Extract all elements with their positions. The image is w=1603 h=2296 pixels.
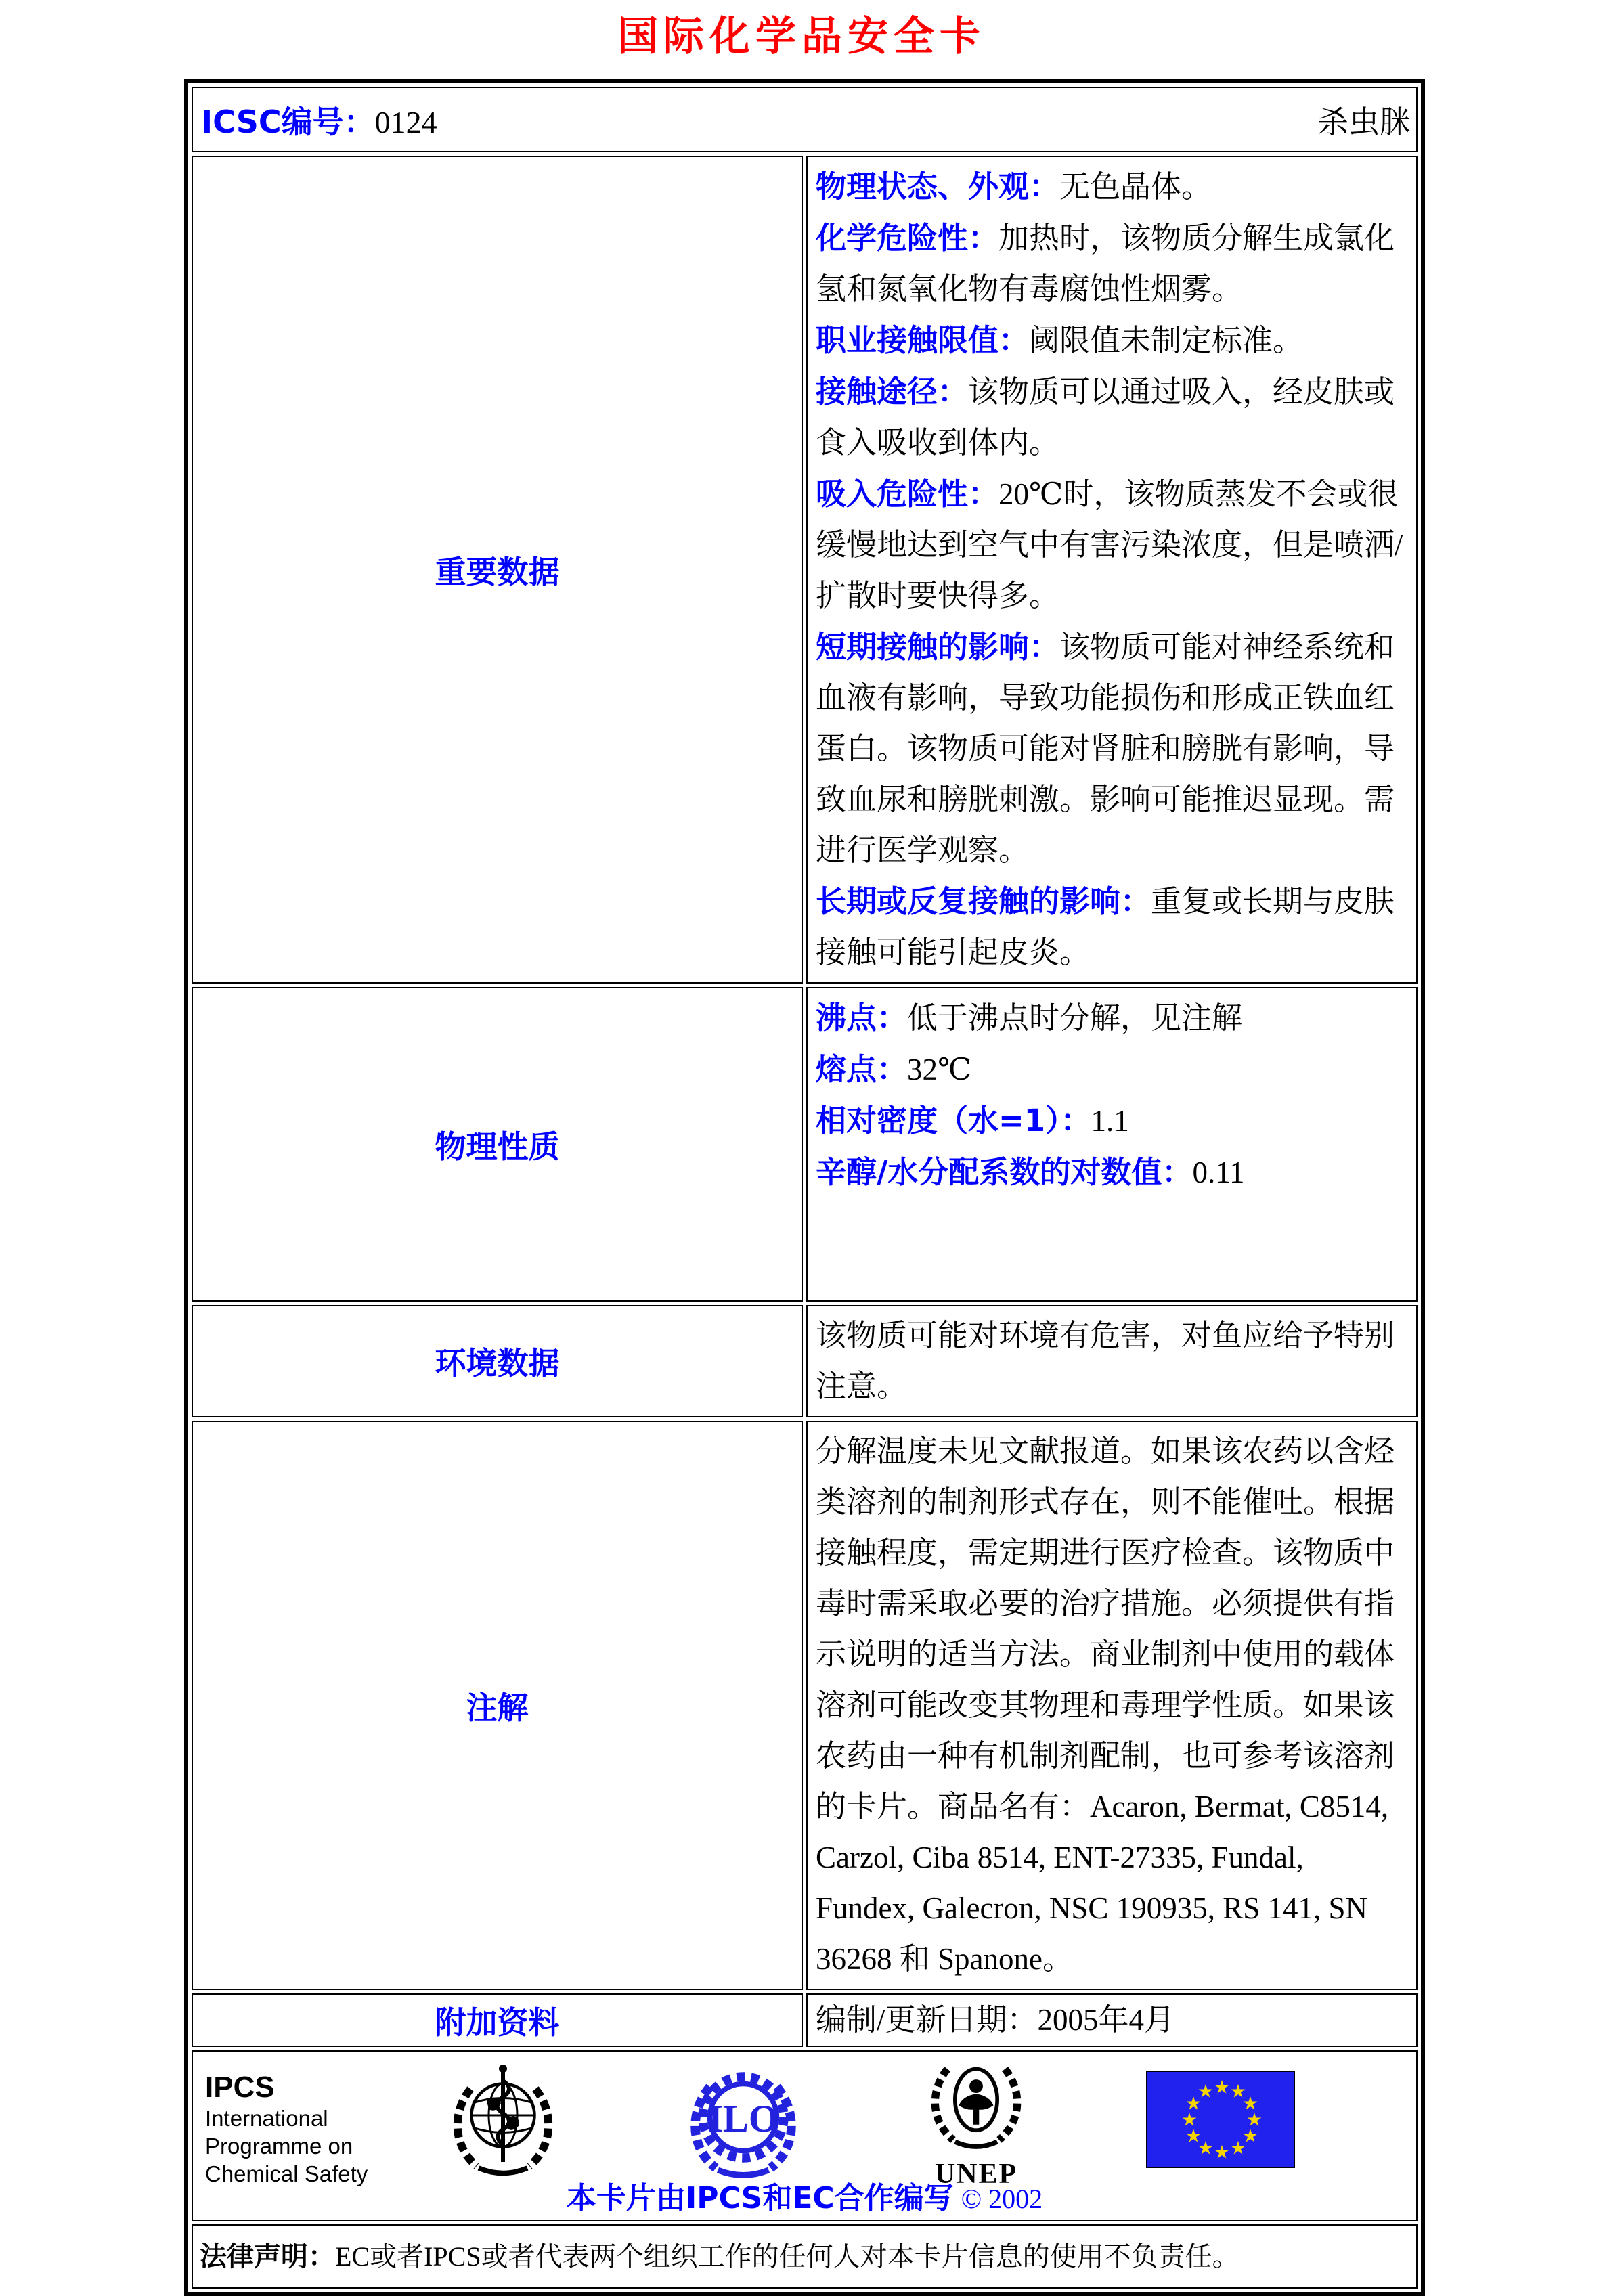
copyright-year: © 2002 bbox=[961, 2184, 1043, 2214]
important-data-item bbox=[816, 315, 1409, 366]
ipcs-acronym: IPCS bbox=[205, 2071, 275, 2104]
page-title: 国际化学品安全卡 bbox=[617, 13, 986, 60]
icsc-number-label: ICSC编号： bbox=[201, 103, 375, 140]
safety-card-table bbox=[184, 79, 1425, 2296]
item-label: 化学危险性： bbox=[816, 220, 999, 256]
environmental-data-text: 该物质可能对环境有危害，对鱼应给予特别注意。 bbox=[816, 1319, 1395, 1403]
legal-row bbox=[192, 2224, 1418, 2289]
section-label-physical-properties: 物理性质 bbox=[435, 1128, 560, 1165]
ipcs-text-block bbox=[205, 2071, 368, 2188]
item-label: 长期或反复接触的影响： bbox=[816, 883, 1151, 919]
physical-property-item bbox=[816, 1044, 1409, 1095]
ipcs-line: Programme on bbox=[205, 2134, 353, 2159]
item-text: 低于沸点时分解，见注解 bbox=[907, 1001, 1243, 1035]
environmental-data-label-cell bbox=[192, 1305, 803, 1417]
section-label-environmental-data: 环境数据 bbox=[435, 1345, 560, 1382]
important-data-item bbox=[816, 366, 1409, 468]
ilo-logo-icon bbox=[679, 2058, 808, 2184]
physical-properties-label-cell bbox=[192, 987, 803, 1302]
copyright-line bbox=[193, 2173, 1416, 2217]
item-text: 该物质可以通过吸入，经皮肤或食入吸收到体内。 bbox=[816, 375, 1395, 460]
item-label: 相对密度（水=1）： bbox=[816, 1103, 1091, 1139]
item-label: 辛醇/水分配系数的对数值： bbox=[816, 1154, 1193, 1190]
additional-info-content-cell bbox=[806, 1993, 1418, 2047]
icsc-number-value: 0124 bbox=[374, 104, 437, 139]
item-text: 加热时，该物质分解生成氯化氢和氮氧化物有毒腐蚀性烟雾。 bbox=[816, 221, 1395, 306]
notes-label-cell bbox=[192, 1421, 803, 1990]
unep-logo-icon bbox=[919, 2053, 1034, 2189]
unep-wordmark: UNEP bbox=[934, 2159, 1018, 2190]
ipcs-line: Chemical Safety bbox=[205, 2161, 368, 2186]
legal-label: 法律声明： bbox=[200, 2240, 335, 2272]
physical-properties-content-cell bbox=[806, 987, 1418, 1302]
item-text: 无色晶体。 bbox=[1059, 170, 1212, 204]
section-label-notes: 注解 bbox=[466, 1689, 529, 1726]
header-row bbox=[192, 87, 1418, 152]
item-text: 32℃ bbox=[907, 1053, 972, 1086]
important-data-item bbox=[816, 468, 1409, 621]
physical-property-item bbox=[816, 1147, 1409, 1198]
physical-property-item bbox=[816, 1095, 1409, 1147]
item-label: 物理状态、外观： bbox=[816, 169, 1060, 204]
item-text: 该物质可能对神经系统和血液有影响，导致功能损伤和形成正铁血红蛋白。该物质可能对肾脏和膀胱有影响，导致血尿和膀胱刺激。影响可能推迟显现。需进行医学观察。 bbox=[816, 630, 1395, 867]
notes-text: 分解温度未见文献报道。如果该农药以含烃类溶剂的制剂形式存在，则不能催吐。根据接触程度，需定期进行医疗检查。该物质中毒时需采取必要的治疗措施。必须提供有指示说明的适当方法。商业制剂中使用的载体溶剂可能改变其物理和毒理学性质。如果该农药由一种有机制剂配制，也可参考该溶剂的卡片。商品名有：Acaron, Bermat, C8514, Carzol, Ciba 8514, ENT-27335, Fundal, Fundex, Galecron, NSC 190935, RS 141, SN 36268 和 Spanone。 bbox=[816, 1434, 1395, 1976]
item-text: 重复或长期与皮肤接触可能引起皮炎。 bbox=[816, 885, 1395, 969]
ipcs-line: International bbox=[205, 2106, 328, 2131]
item-label: 短期接触的影响： bbox=[816, 629, 1060, 665]
eu-flag-icon: ★ ★ ★ ★ ★ ★ ★ ★ ★ ★ ★ ★ bbox=[1146, 2071, 1295, 2168]
item-text: 1.1 bbox=[1091, 1104, 1129, 1138]
item-label: 吸入危险性： bbox=[816, 476, 999, 512]
item-text: 0.11 bbox=[1192, 1155, 1245, 1189]
item-label: 职业接触限值： bbox=[816, 322, 1030, 358]
item-label: 接触途径： bbox=[816, 374, 969, 410]
item-label: 熔点： bbox=[816, 1051, 908, 1087]
logos-row bbox=[192, 2050, 1418, 2221]
important-data-item bbox=[816, 213, 1409, 315]
chemical-name: 杀虫脒 bbox=[1317, 104, 1411, 139]
item-text: 阈限值未制定标准。 bbox=[1029, 324, 1304, 357]
who-logo-icon bbox=[442, 2058, 564, 2184]
section-label-additional-info: 附加资料 bbox=[435, 2004, 560, 2041]
additional-info-label-cell bbox=[192, 1993, 803, 2047]
item-label: 沸点： bbox=[816, 1000, 908, 1036]
notes-content-cell bbox=[806, 1421, 1418, 1990]
important-data-item bbox=[816, 161, 1409, 213]
environmental-data-content-cell bbox=[806, 1305, 1418, 1417]
important-data-content-cell bbox=[806, 156, 1418, 984]
important-data-label-cell bbox=[192, 156, 803, 984]
item-text: 20℃时，该物质蒸发不会或很缓慢地达到空气中有害污染浓度，但是喷洒/扩散时要快得多。 bbox=[816, 477, 1403, 613]
section-label-important-data: 重要数据 bbox=[435, 553, 560, 590]
svg-text:ILO: ILO bbox=[707, 2098, 779, 2140]
icsc-number-group bbox=[201, 97, 437, 142]
copyright-text: 本卡片由IPCS和EC合作编写 bbox=[566, 2181, 954, 2215]
additional-info-text: 编制/更新日期：2005年4月 bbox=[816, 2003, 1175, 2037]
important-data-item bbox=[816, 876, 1409, 978]
physical-property-item bbox=[816, 992, 1409, 1044]
important-data-item bbox=[816, 621, 1409, 876]
legal-text: EC或者IPCS或者代表两个组织工作的任何人对本卡片信息的使用不负责任。 bbox=[335, 2240, 1239, 2272]
